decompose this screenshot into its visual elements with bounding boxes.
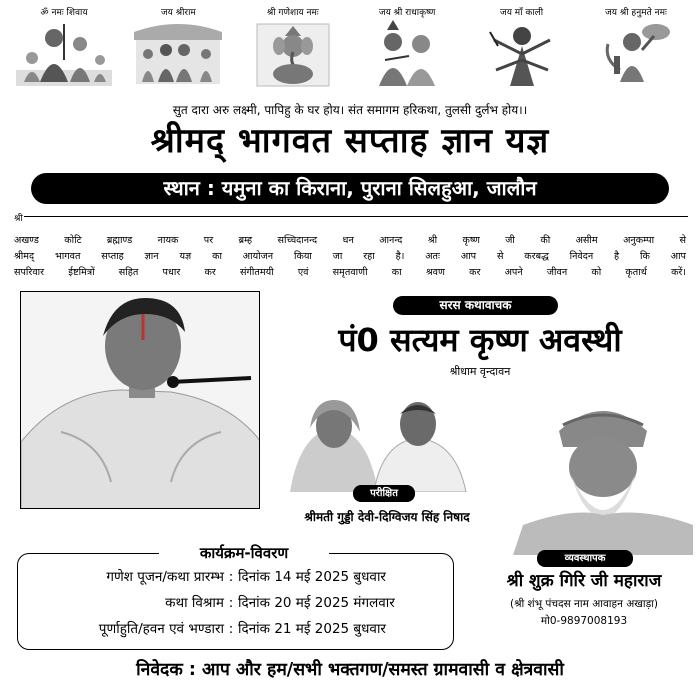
ganesha-icon [243,20,343,88]
program-date: दिनांक 20 मई 2025 मंगलवार [238,595,395,611]
deity-header-row [10,6,690,96]
deity-shiva [10,6,118,96]
program-row [24,566,448,588]
manager-organization: (श्री शंभू पंचदस नाम आवाहन अखाड़ा) [509,598,659,610]
manager-photo [513,395,693,555]
speaker-place: श्रीधाम वृन्दावन [449,365,511,378]
hosts-photo [270,392,500,492]
deity-label: श्री गणेशाय नमः [266,8,319,18]
deity-label: ॐ नमः शिवाय [40,8,88,18]
program-row [24,592,448,614]
deity-label: जय श्रीराम [160,8,196,18]
footer-request: निवेदक : आप और हम/सभी भक्तगण/समस्त ग्रामवासी व क्षेत्रवासी [136,660,564,680]
manager-role-badge: व्यवस्थापक [537,550,633,567]
manager-name: श्री शुक्र गिरि जी महाराज [506,571,662,591]
shri-mark: श्री [14,214,23,224]
deity-ganesha [239,6,347,96]
divider [24,216,688,217]
deity-hanuman [582,6,690,96]
program-row [24,618,448,640]
tulsi-doha: सुत दारा अरु लक्ष्मी, पापिहु के घर होय। संत समागम हरिकथा, तुलसी दुर्लभ होय।। [172,103,528,117]
program-label: गणेश पूजन/कथा प्रारम्भ [106,569,224,585]
program-heading: कार्यक्रम-विवरण [159,543,329,563]
manager-phone: मो0-9897008193 [540,615,628,627]
speaker-role-badge: सरस कथावाचक [393,296,558,315]
hosts-role-badge: परीक्षित [353,485,415,502]
invitation-line: श्रीमद् भागवत सप्ताह ज्ञान यज्ञ का आयोजन किया जा रहा है। अतः आप से करबद्ध निवेदन है कि आप [14,251,686,262]
deity-label: जय श्री राधाकृष्ण [378,8,436,18]
program-label: पूर्णाहुति/हवन एवं भण्डारा [98,621,224,637]
speaker-photo [20,291,260,509]
invitation-line: सपरिवार ईष्टमित्रों सहित पधार कर संगीतमयी एवं समृतवाणी का श्रवण कर अपने जीवन को कृतार्थ करें। [14,267,686,278]
program-label: कथा विश्राम [165,595,224,611]
deity-kali [468,6,576,96]
speaker-name: पं0 सत्यम कृष्ण अवस्थी [338,321,622,359]
radha-krishna-icon [357,20,457,88]
program-separator: : [228,569,234,585]
hosts-names: श्रीमती गुड्डी देवी-दिग्विजय सिंह निषाद [304,510,470,524]
main-title: श्रीमद् भागवत सप्ताह ज्ञान यज्ञ [150,121,550,161]
program-separator: : [228,595,234,611]
venue-banner: स्थान : यमुना का किराना, पुराना सिलहुआ, जालौन [31,173,669,204]
deity-label: जय माँ काली [500,8,544,18]
maa-kali-icon [472,20,572,88]
ram-darbar-icon [128,20,228,88]
program-date: दिनांक 14 मई 2025 बुधवार [238,569,386,585]
program-date: दिनांक 21 मई 2025 बुधवार [238,621,386,637]
shiva-family-icon [14,20,114,88]
hanuman-icon [586,20,686,88]
deity-radhakrishna [353,6,461,96]
invitation-text [14,233,686,281]
invitation-line: अखण्ड कोटि ब्रह्माण्ड नायक पर ब्रम्ह सच्चिदानन्द धन आनन्द श्री कृष्ण जी की असीम अनुकम्पा से [14,235,686,246]
program-separator: : [228,621,234,637]
deity-ram [124,6,232,96]
deity-label: जय श्री हनुमते नमः [605,8,667,18]
